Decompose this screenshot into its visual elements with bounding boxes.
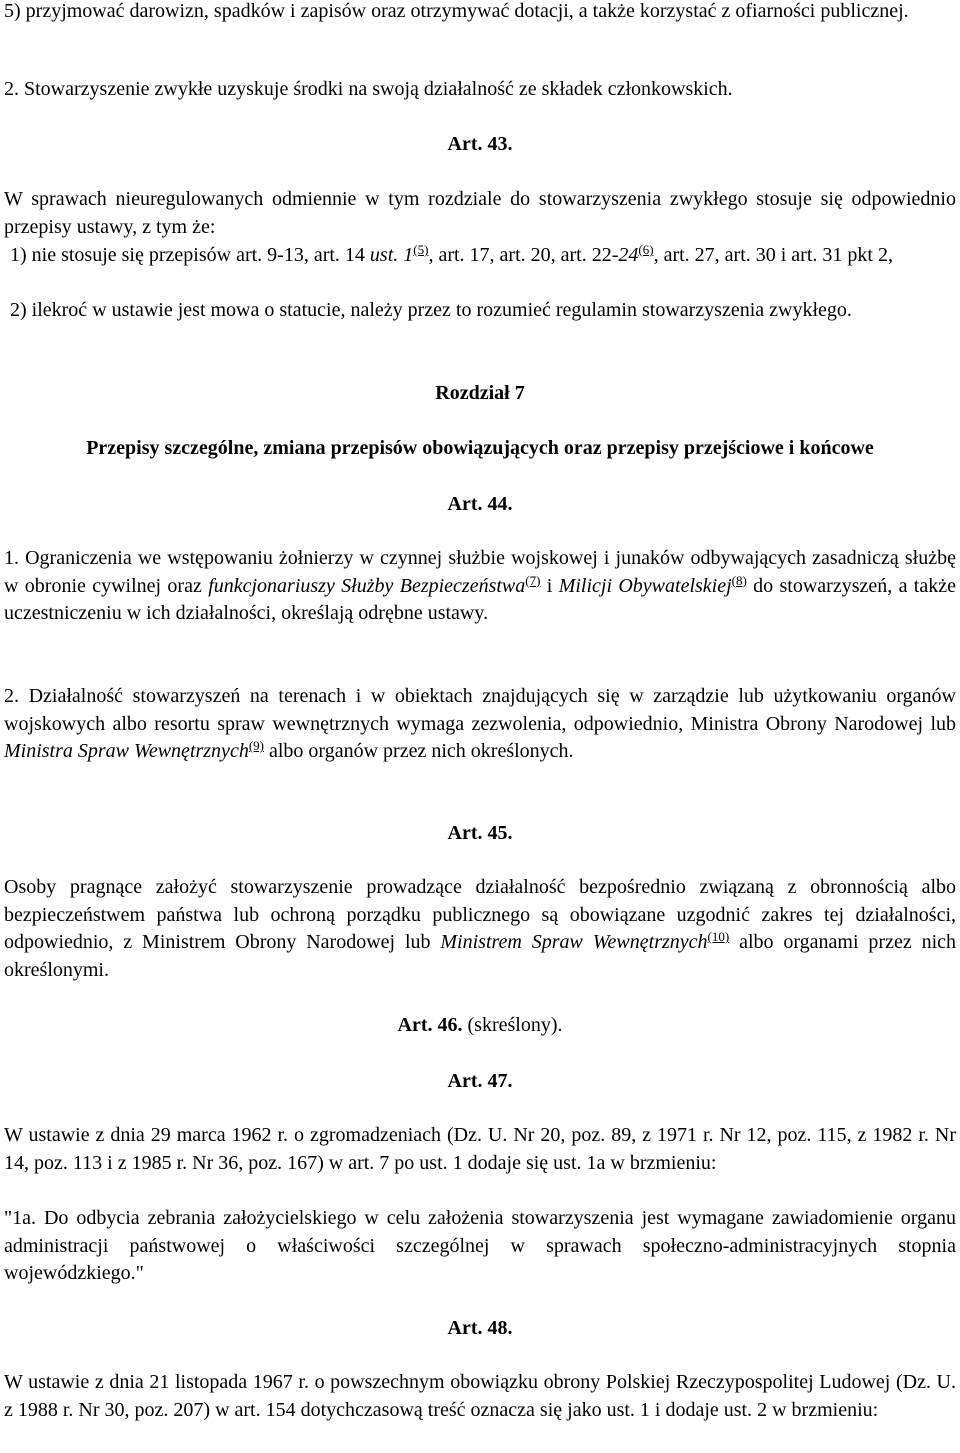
chapter-title: Rozdział 7 bbox=[435, 382, 525, 404]
article-43-intro: W sprawach nieuregulowanych odmiennie w tym rozdziale do stowarzyszenia zwykłego stosuje się odpowiednio przepisy ustawy, z tym że: bbox=[4, 188, 956, 238]
art44-p1-text-a: 1. Ograniczenia we wstępowaniu żołnierzy w czynnej służbie wojskowej i junaków odbywających zasadniczą służbę w obronie cywilnej oraz bbox=[4, 547, 956, 597]
article-44-heading: Art. 44. bbox=[447, 493, 513, 515]
art44-p2-text-a: 2. Działalność stowarzyszeń na terenach i w obiektach znajdujących się w zarządzie lub użytkowaniu organów wojskowych albo resortu spraw wewnętrznych wymaga zezwolenia, odpowiednio, Ministra Obrony Narodowej lub bbox=[4, 685, 956, 735]
item-1-ust: ust. 1 bbox=[369, 244, 414, 266]
item-1-24: 24 bbox=[618, 244, 639, 266]
article-46-note: (skreślony). bbox=[467, 1014, 563, 1036]
article-45-paragraph bbox=[4, 874, 956, 984]
footnote-ref-8[interactable]: (8) bbox=[731, 572, 747, 588]
article-43-item-2: 2) ilekroć w ustawie jest mowa o statucie, należy przez to rozumieć regulamin stowarzyszenia zwykłego. bbox=[10, 299, 852, 321]
article-48-paragraph-1: W ustawie z dnia 21 listopada 1967 r. o powszechnym obowiązku obrony Polskiej Rzeczypospolitej Ludowej (Dz. U. z 1988 r. Nr 30, poz. 207) w art. 154 dotychczasową treść oznacza się jako ust. 1 i dodaje ust. 2 w brzmieniu: bbox=[4, 1371, 956, 1421]
item-1-text-b: , art. 17, art. 20, art. 22- bbox=[428, 244, 619, 266]
article-44-paragraph-2 bbox=[4, 683, 956, 766]
art44-p1-text-c: do stowarzyszeń, a także uczestniczeniu w ich działalności, określają odrębne ustawy. bbox=[4, 574, 956, 625]
footnote-ref-10[interactable]: (10) bbox=[707, 929, 730, 945]
article-47-heading: Art. 47. bbox=[447, 1070, 513, 1092]
art44-p2-text-b: albo organów przez nich określonych. bbox=[269, 740, 574, 763]
article-47-paragraph-1: W ustawie z dnia 29 marca 1962 r. o zgromadzeniach (Dz. U. Nr 20, poz. 89, z 1971 r. Nr 12, poz. 115, z 1982 r. Nr 14, poz. 113 i z 1985 r. Nr 36, poz. 167) w art. 7 po ust. 1 dodaje się ust. 1a w brzmieniu: bbox=[4, 1124, 956, 1174]
article-44-paragraph-1 bbox=[4, 545, 956, 628]
art45-text-a: Osoby pragnące założyć stowarzyszenie prowadzące działalność bezpośrednio związaną z obronnością albo bezpieczeństwem państwa lub ochroną porządku publicznego są obowiązane uzgodnić zakres tej działalności, odpowiednio, z Ministrem Obrony Narodowej lub bbox=[4, 876, 956, 954]
article-46 bbox=[4, 1012, 956, 1040]
footnote-ref-6[interactable]: (6) bbox=[638, 242, 654, 257]
article-46-heading: Art. 46. bbox=[397, 1014, 463, 1036]
art44-p1-italic-1: funkcjonariuszy Służby Bezpieczeństwa bbox=[208, 574, 526, 597]
art45-text-b: albo organami przez nich określonymi. bbox=[4, 931, 957, 981]
chapter-subtitle: Przepisy szczególne, zmiana przepisów obowiązujących oraz przepisy przejściowe i końcowe bbox=[86, 437, 874, 459]
art45-italic: Ministrem Spraw Wewnętrznych bbox=[440, 931, 708, 954]
article-48-heading: Art. 48. bbox=[447, 1317, 513, 1339]
item-1-text-c: , art. 27, art. 30 i art. 31 pkt 2, bbox=[653, 244, 893, 266]
article-43-item-1 bbox=[4, 242, 956, 270]
art44-p1-italic-2: Milicji Obywatelskiej bbox=[558, 574, 732, 597]
art44-p2-italic: Ministra Spraw Wewnętrznych bbox=[4, 740, 249, 763]
paragraph-2: 2. Stowarzyszenie zwykłe uzyskuje środki na swoją działalność ze składek członkowskich. bbox=[4, 78, 733, 100]
article-43-heading: Art. 43. bbox=[447, 133, 513, 155]
footnote-ref-9[interactable]: (9) bbox=[248, 738, 264, 754]
item-1-text-a: 1) nie stosuje się przepisów art. 9-13, art. 14 bbox=[10, 244, 365, 266]
art44-p1-text-b: i bbox=[546, 574, 553, 597]
article-45-heading: Art. 45. bbox=[447, 822, 513, 844]
footnote-ref-7[interactable]: (7) bbox=[525, 572, 541, 588]
paragraph-item-5: 5) przyjmować darowizn, spadków i zapisów oraz otrzymywać dotacji, a także korzystać z ofiarności publicznej. bbox=[4, 0, 909, 22]
footnote-ref-5[interactable]: (5) bbox=[413, 242, 429, 257]
article-47-paragraph-2: "1a. Do odbycia zebrania założycielskiego w celu założenia stowarzyszenia jest wymagane zawiadomienie organu administracji państwowej o właściwości szczególnej w sprawach społeczno-administracyjnych stopnia wojewódzkiego." bbox=[4, 1207, 956, 1285]
